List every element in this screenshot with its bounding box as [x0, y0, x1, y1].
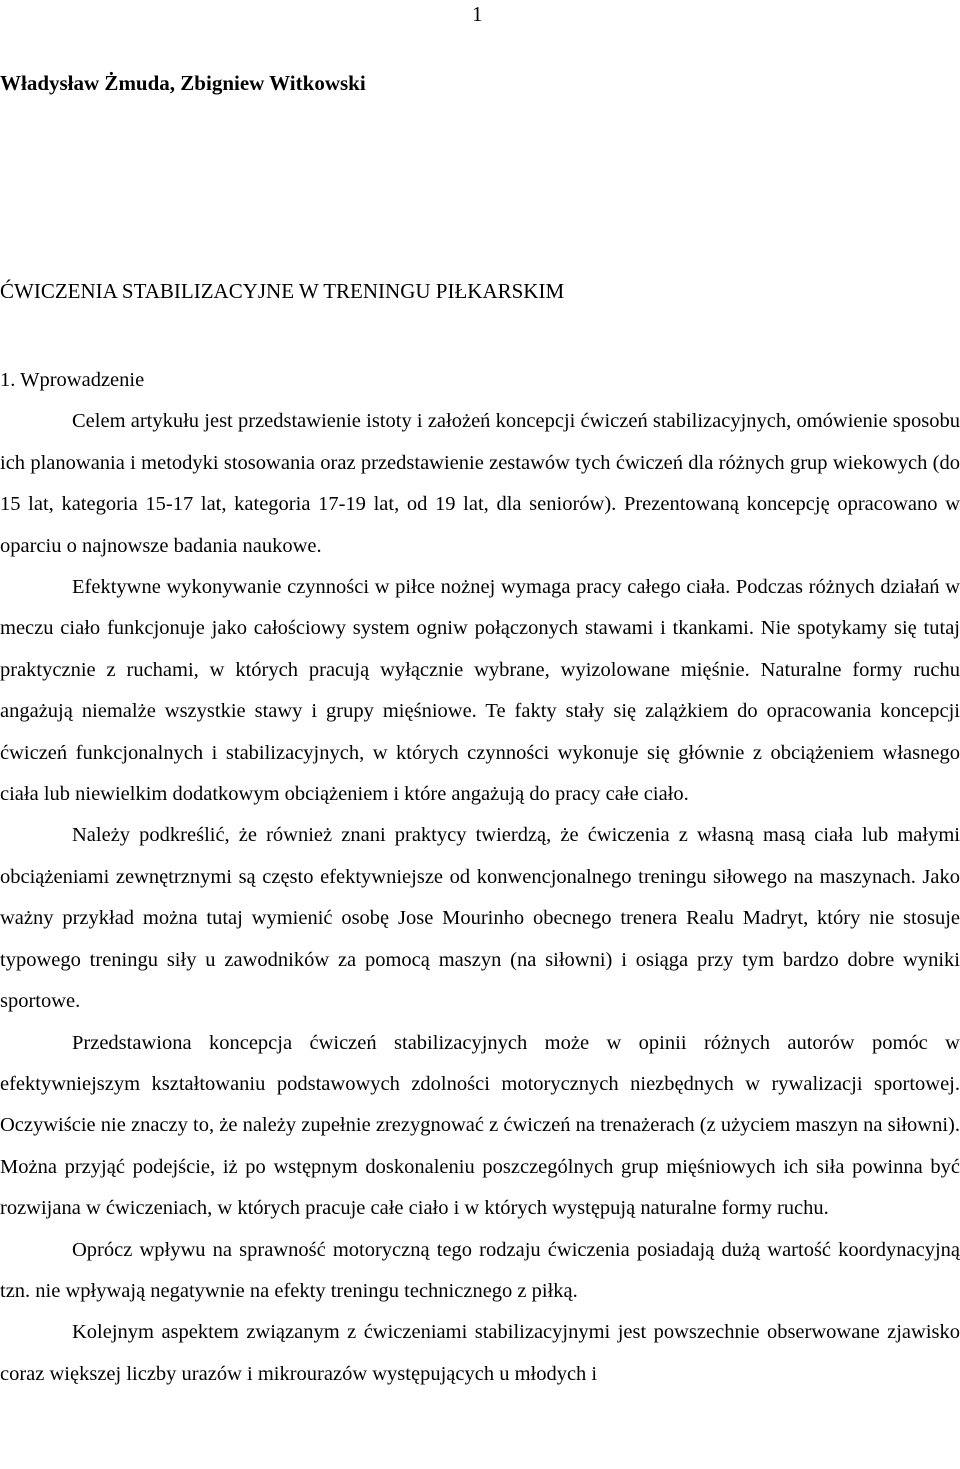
page-number: 1 — [472, 2, 483, 26]
article-title: ĆWICZENIA STABILIZACYJNE W TRENINGU PIŁKARSKIM — [0, 279, 565, 303]
section-heading: 1. Wprowadzenie — [0, 369, 145, 391]
paragraph: Oprócz wpływu na sprawność motoryczną tego rodzaju ćwiczenia posiadają dużą wartość koordynacyjną tzn. nie wpływają negatywnie na efekty treningu technicznego z piłką. — [0, 1238, 960, 1302]
authors-line: Władysław Żmuda, Zbigniew Witkowski — [0, 71, 366, 95]
paragraph: Kolejnym aspektem związanym z ćwiczeniami stabilizacyjnymi jest powszechnie obserwowane zjawisko coraz większej liczby urazów i mikrourazów występujących u młodych i — [0, 1321, 960, 1385]
paragraph: Przedstawiona koncepcja ćwiczeń stabilizacyjnych może w opinii różnych autorów pomóc w efektywniejszym kształtowaniu podstawowych zdolności motorycznych niezbędnych w rywalizacji sportowej. Oczywiście nie znaczy to, że należy zupełnie zrezygnować z ćwiczeń na trenażerach (z użyciem maszyn na siłowni). Można przyjąć podejście, iż po wstępnym doskonaleniu poszczególnych grup mięśniowych ich siła powinna być rozwijana w ćwiczeniach, w których pracuje całe ciało i w których występują naturalne formy ruchu. — [0, 1031, 960, 1220]
paragraph: Efektywne wykonywanie czynności w piłce nożnej wymaga pracy całego ciała. Podczas różnych działań w meczu ciało funkcjonuje jako całościowy system ogniw połączonych stawami i tkankami. Nie spotykamy się tutaj praktycznie z ruchami, w których pracują wyłącznie wybrane, wyizolowane mięśnie. Naturalne formy ruchu angażują niemalże wszystkie stawy i grupy mięśniowe. Te fakty stały się zalążkiem do opracowania koncepcji ćwiczeń funkcjonalnych i stabilizacyjnych, w których czynności wykonuje się głównie z obciążeniem własnego ciała lub niewielkim dodatkowym obciążeniem i które angażują do pracy całe ciało. — [0, 576, 960, 806]
article-body — [0, 360, 960, 1395]
paragraph: Należy podkreślić, że również znani praktycy twierdzą, że ćwiczenia z własną masą ciała lub małymi obciążeniami zewnętrznymi są często efektywniejsze od konwencjonalnego treningu siłowego na maszynach. Jako ważny przykład można tutaj wymienić osobę Jose Mourinho obecnego trenera Realu Madryt, który nie stosuje typowego treningu siły u zawodników za pomocą maszyn (na siłowni) i osiąga przy tym bardzo dobre wyniki sportowe. — [0, 824, 960, 1013]
paragraph: Celem artykułu jest przedstawienie istoty i założeń koncepcji ćwiczeń stabilizacyjnych, omówienie sposobu ich planowania i metodyki stosowania oraz przedstawienie zestawów tych ćwiczeń dla różnych grup wiekowych (do 15 lat, kategoria 15-17 lat, kategoria 17-19 lat, od 19 lat, dla seniorów). Prezentowaną koncepcję opracowano w oparciu o najnowsze badania naukowe. — [0, 410, 960, 557]
